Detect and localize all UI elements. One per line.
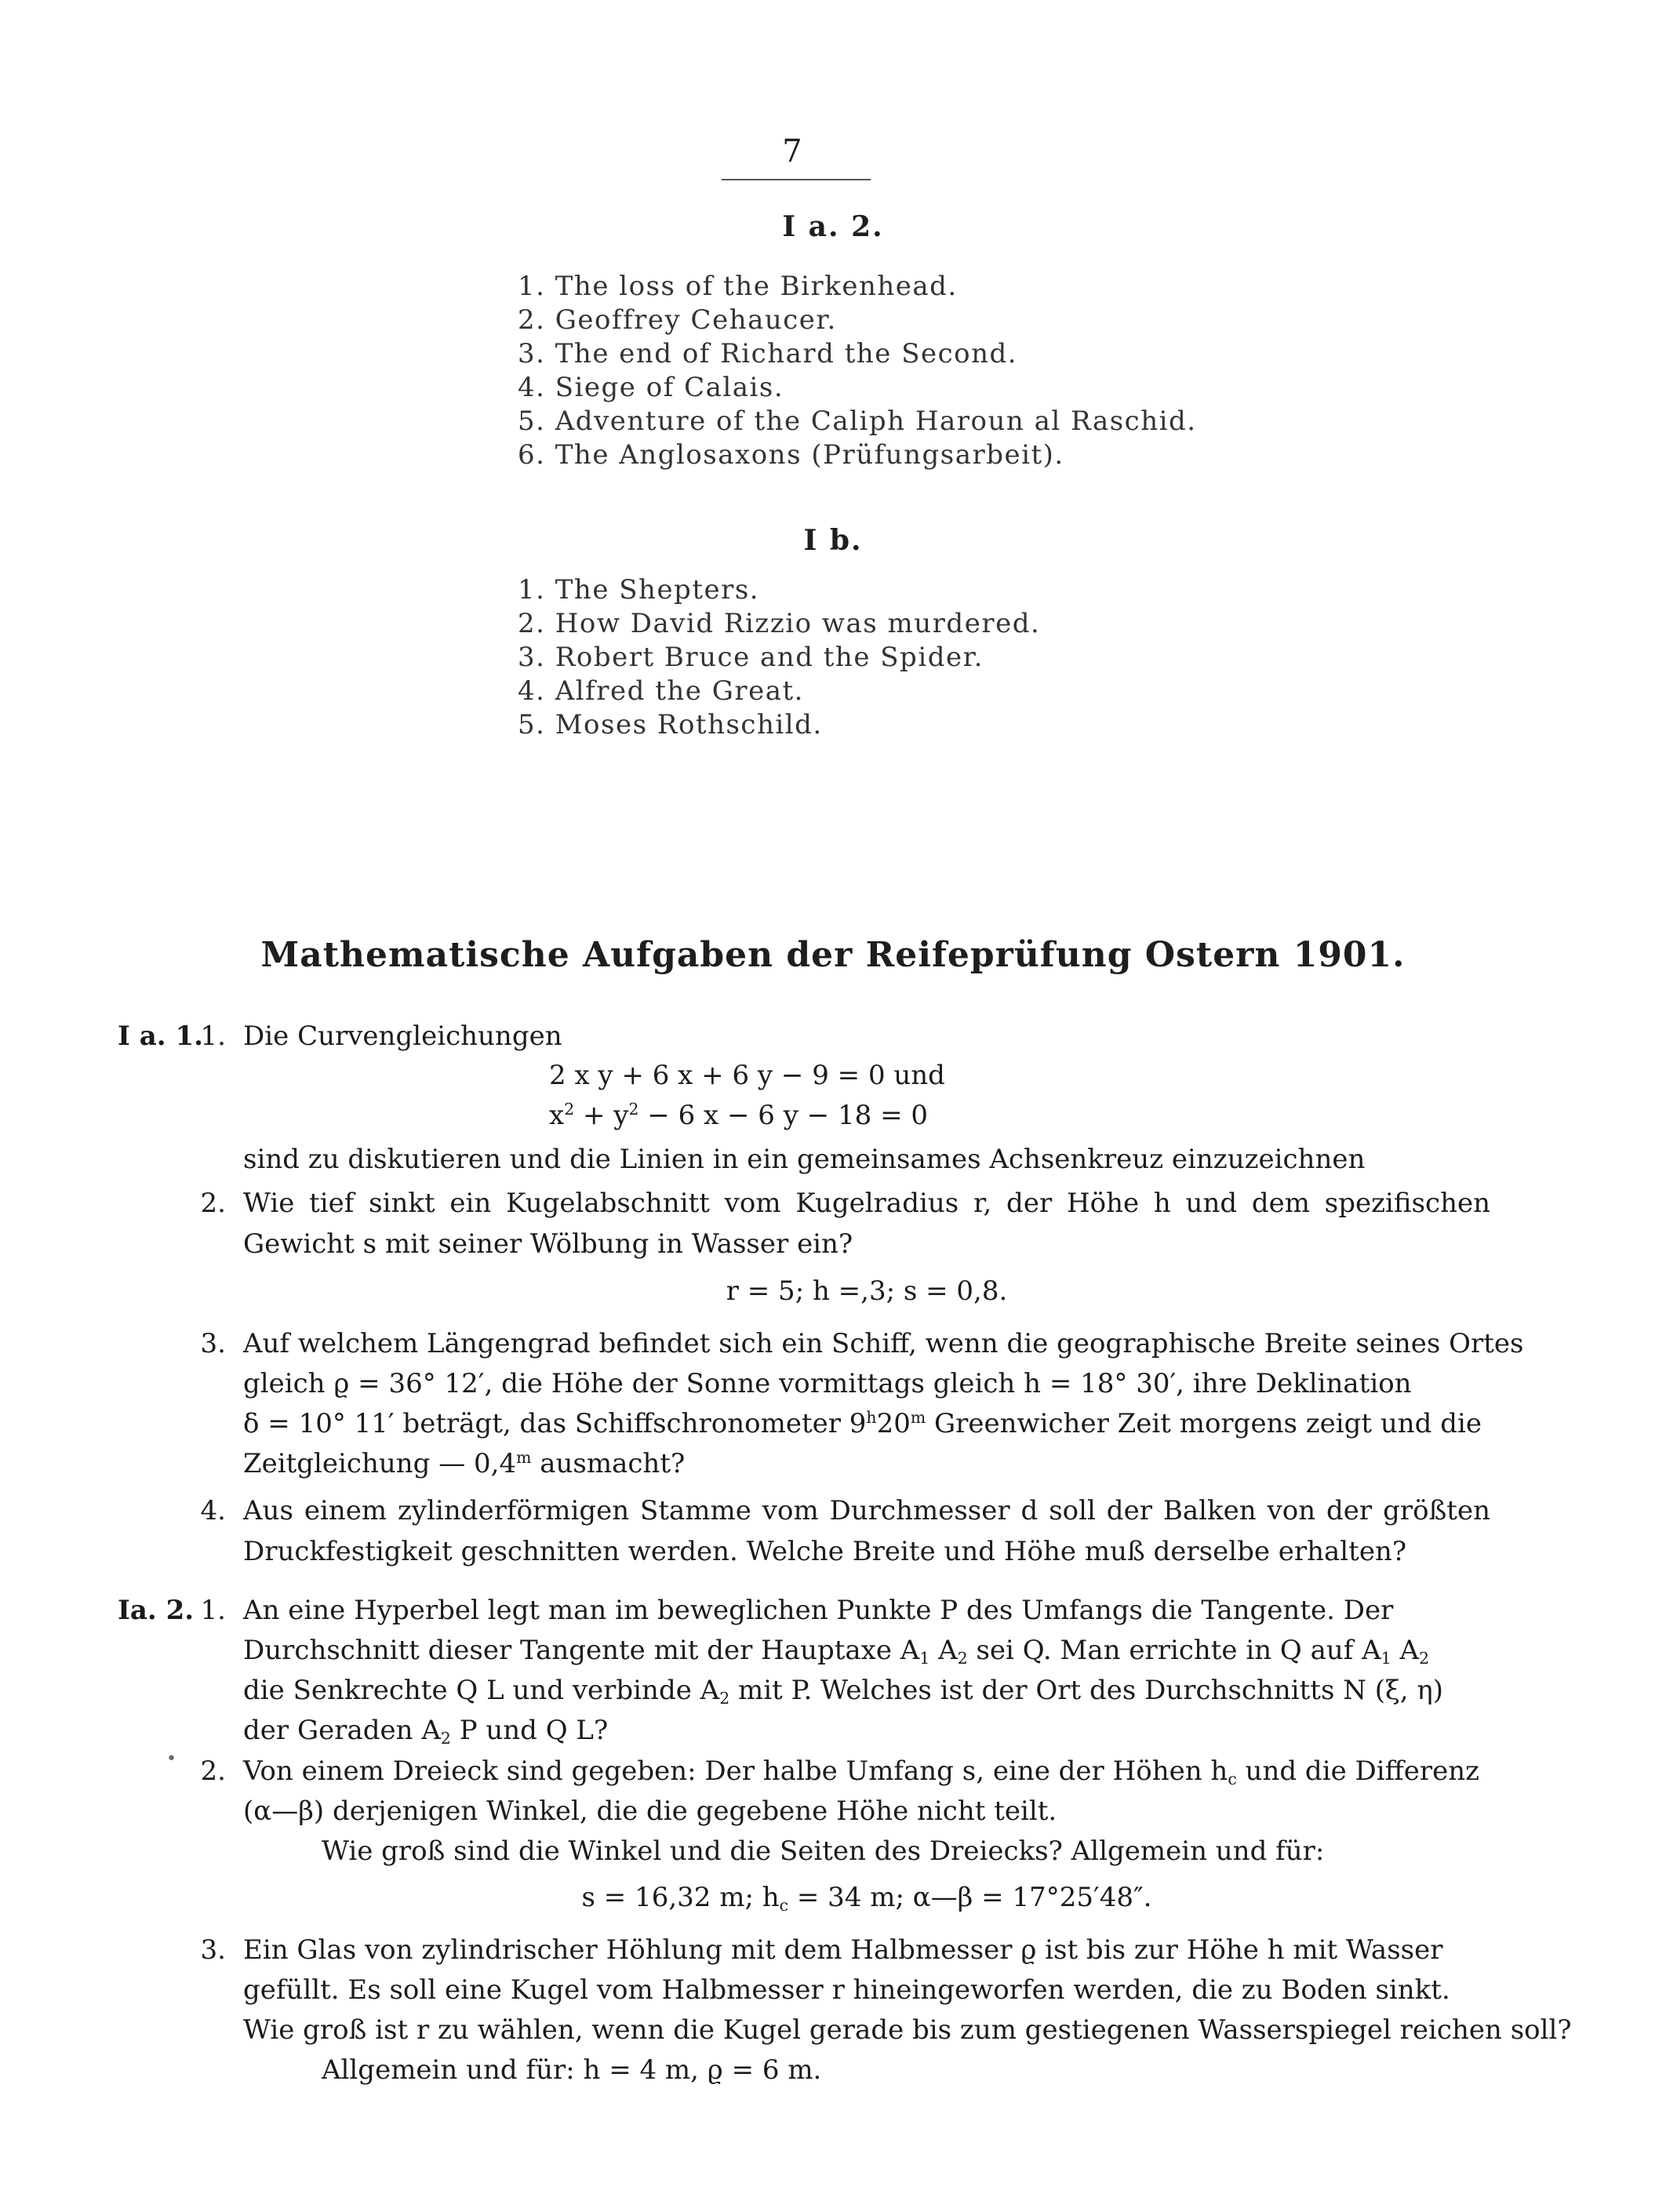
math-section-title: Mathematische Aufgaben der Reifeprüfung Ostern 1901.: [260, 935, 1406, 975]
problem-number: 3.: [200, 1328, 226, 1359]
section-heading-ib: I b.: [803, 524, 863, 557]
problem-3-line-2: gleich ϱ = 36° 12′, die Höhe der Sonne vormittags gleich h = 18° 30′, ihre Deklination: [243, 1368, 1412, 1399]
ia2-topic-list: [518, 270, 1197, 472]
triangle-line-3: Wie groß sind die Winkel und die Seiten des Dreiecks? Allgemein und für:: [322, 1835, 1325, 1867]
list-item: 2. Geoffrey Cehaucer.: [518, 304, 837, 336]
page-number: 7: [782, 133, 802, 169]
list-item: 5. Adventure of the Caliph Haroun al Raschid.: [518, 406, 1197, 437]
list-item: 6. The Anglosaxons (Prüfungsarbeit).: [518, 439, 1064, 471]
list-item: 1. The loss of the Birkenhead.: [518, 271, 958, 302]
list-item: 4. Siege of Calais.: [518, 372, 784, 403]
problem-number: 1.: [200, 1021, 226, 1052]
page-number-rule: [722, 179, 871, 180]
group-label-ia2: Ia. 2.: [118, 1595, 195, 1626]
triangle-line-2: (α—β) derjenigen Winkel, die die gegebene Höhe nicht teilt.: [243, 1795, 1057, 1827]
triangle-values: s = 16,32 m; $h_c = 34$ m; α—β = 17°25′48″.: [581, 1882, 1152, 1915]
problem-4-text: Aus einem zylinderförmigen Stamme vom Durchmesser d soll der Balken von der größten Druckfestigkeit geschnitten werden. Welche Breite und Höhe muß derselbe erhalten?: [243, 1495, 1490, 1567]
equation-1: 2 x y + 6 x + 6 y − 9 = 0 und: [549, 1060, 945, 1091]
hyperbola-line-2: Durchschnitt dieser Tangente mit der Hauptaxe $A_1$ $A_2$ sei Q. Man errichte in Q auf $A_1$ $A_2$: [243, 1635, 1430, 1668]
hyperbola-line-3: die Senkrechte Q L und verbinde $A_2$ mit P. Welches ist der Ort des Durchschnitts N (ξ, η): [243, 1675, 1444, 1708]
problem-number: 2.: [200, 1188, 226, 1219]
list-item: 4. Alfred the Great.: [518, 675, 804, 707]
problem-3-line-3: δ = 10° 11′ beträgt, das Schiffschronometer 9$^h$20$^m$ Greenwicher Zeit morgens zeigt und die: [243, 1407, 1482, 1439]
problem-3-line-1: Auf welchem Längengrad befindet sich ein Schiff, wenn die geographische Breite seines Ortes: [243, 1328, 1524, 1359]
problem-number: 3.: [200, 1934, 226, 1966]
glass-line-1: Ein Glas von zylindrischer Höhlung mit dem Halbmesser ϱ ist bis zur Höhe h mit Wasser: [243, 1934, 1443, 1966]
hyperbola-line-4: der Geraden $A_2$ P und Q L?: [243, 1715, 609, 1748]
problem-3-line-4: Zeitgleichung — 0,4$^m$ ausmacht?: [243, 1447, 686, 1479]
problem-2-values: r = 5; h =,3; s = 0,8.: [726, 1275, 1008, 1307]
problem-number: 4.: [200, 1495, 226, 1526]
equation-2: $x^2 + y^2 - 6$ x − 6 y − 18 = 0: [549, 1099, 929, 1131]
problem-1-intro: Die Curvengleichungen: [243, 1021, 562, 1052]
list-item: 1. The Shepters.: [518, 574, 760, 606]
section-heading-ia2: I a. 2.: [782, 210, 884, 243]
problem-1-outro: sind zu diskutieren und die Linien in ein gemeinsames Achsenkreuz einzuzeichnen: [243, 1144, 1366, 1175]
glass-line-2: gefüllt. Es soll eine Kugel vom Halbmesser r hineingeworfen werden, die zu Boden sinkt.: [243, 1974, 1450, 2006]
glass-line-3: Wie groß ist r zu wählen, wenn die Kugel gerade bis zum gestiegenen Wasserspiegel reichen soll?: [243, 2014, 1572, 2046]
ib-topic-list: [518, 573, 1040, 742]
list-item: 5. Moses Rothschild.: [518, 709, 823, 740]
glass-line-4: Allgemein und für: h = 4 m, ϱ = 6 m.: [322, 2054, 822, 2086]
stray-mark: •: [166, 1749, 176, 1769]
group-label-ia1: I a. 1.: [118, 1021, 203, 1052]
list-item: 2. How David Rizzio was murdered.: [518, 608, 1041, 639]
triangle-line-1: Von einem Dreieck sind gegeben: Der halbe Umfang s, eine der Höhen $h_c$ und die Differenz: [243, 1755, 1480, 1789]
problem-number: 2.: [200, 1755, 226, 1787]
problem-number: 1.: [200, 1595, 226, 1626]
list-item: 3. The end of Richard the Second.: [518, 338, 1018, 369]
problem-2-text: Wie tief sinkt ein Kugelabschnitt vom Kugelradius r, der Höhe h und dem spezifischen Gewicht s mit seiner Wölbung in Wasser ein?: [243, 1188, 1490, 1260]
hyperbola-line-1: An eine Hyperbel legt man im beweglichen Punkte P des Umfangs die Tangente. Der: [243, 1595, 1394, 1626]
list-item: 3. Robert Bruce and the Spider.: [518, 642, 984, 673]
